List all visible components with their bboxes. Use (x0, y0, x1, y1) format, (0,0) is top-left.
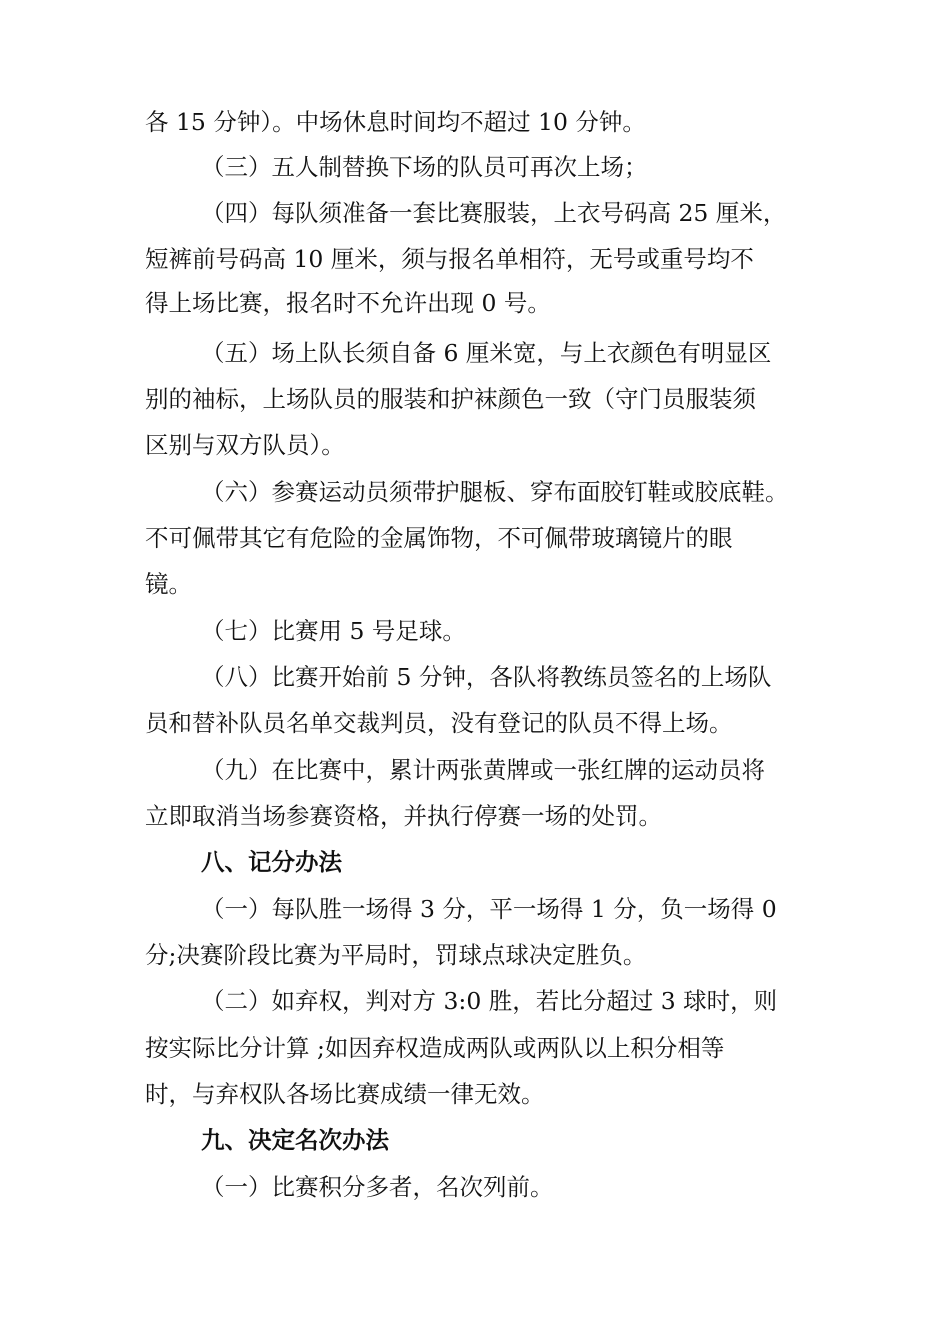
text-line: 按实际比分计算 ;如因弃权造成两队或两队以上积分相等 (145, 1034, 725, 1062)
text-line: 立即取消当场参赛资格，并执行停赛一场的处罚。 (145, 802, 662, 830)
text-line: 时，与弃权队各场比赛成绩一律无效。 (145, 1080, 545, 1108)
text-line: 各 15 分钟）。中场休息时间均不超过 10 分钟。 (145, 108, 646, 136)
text-line: 区别与双方队员）。 (145, 431, 345, 459)
text-line: （一）比赛积分多者，名次列前。 (201, 1173, 554, 1201)
text-line: 分;决赛阶段比赛为平局时，罚球点球决定胜负。 (145, 941, 647, 969)
text-line: （一）每队胜一场得 3 分，平一场得 1 分，负一场得 0 (201, 895, 777, 923)
section-heading: 八、记分办法 (201, 848, 342, 876)
text-line: （八）比赛开始前 5 分钟，各队将教练员签名的上场队 (201, 663, 772, 691)
text-line: 不可佩带其它有危险的金属饰物，不可佩带玻璃镜片的眼 (145, 524, 733, 552)
section-heading: 九、决定名次办法 (201, 1126, 389, 1154)
text-line: （九）在比赛中，累计两张黄牌或一张红牌的运动员将 (201, 756, 765, 784)
text-line: （七）比赛用 5 号足球。 (201, 617, 466, 645)
text-line: （五）场上队长须自备 6 厘米宽，与上衣颜色有明显区 (201, 339, 772, 367)
text-line: （三）五人制替换下场的队员可再次上场； (201, 153, 648, 181)
text-line: 员和替补队员名单交裁判员，没有登记的队员不得上场。 (145, 709, 733, 737)
text-line: （六）参赛运动员须带护腿板、穿布面胶钉鞋或胶底鞋。 (201, 478, 789, 506)
text-line: （二）如弃权，判对方 3:0 胜，若比分超过 3 球时，则 (201, 987, 778, 1015)
text-line: 别的袖标，上场队员的服装和护袜颜色一致（守门员服装须 (145, 385, 756, 413)
text-line: 短裤前号码高 10 厘米，须与报名单相符，无号或重号均不 (145, 245, 754, 273)
text-line: （四）每队须准备一套比赛服装，上衣号码高 25 厘米， (201, 199, 787, 227)
text-line: 镜。 (145, 570, 192, 598)
document-page (145, 0, 815, 1344)
text-line: 得上场比赛，报名时不允许出现 0 号。 (145, 289, 551, 317)
